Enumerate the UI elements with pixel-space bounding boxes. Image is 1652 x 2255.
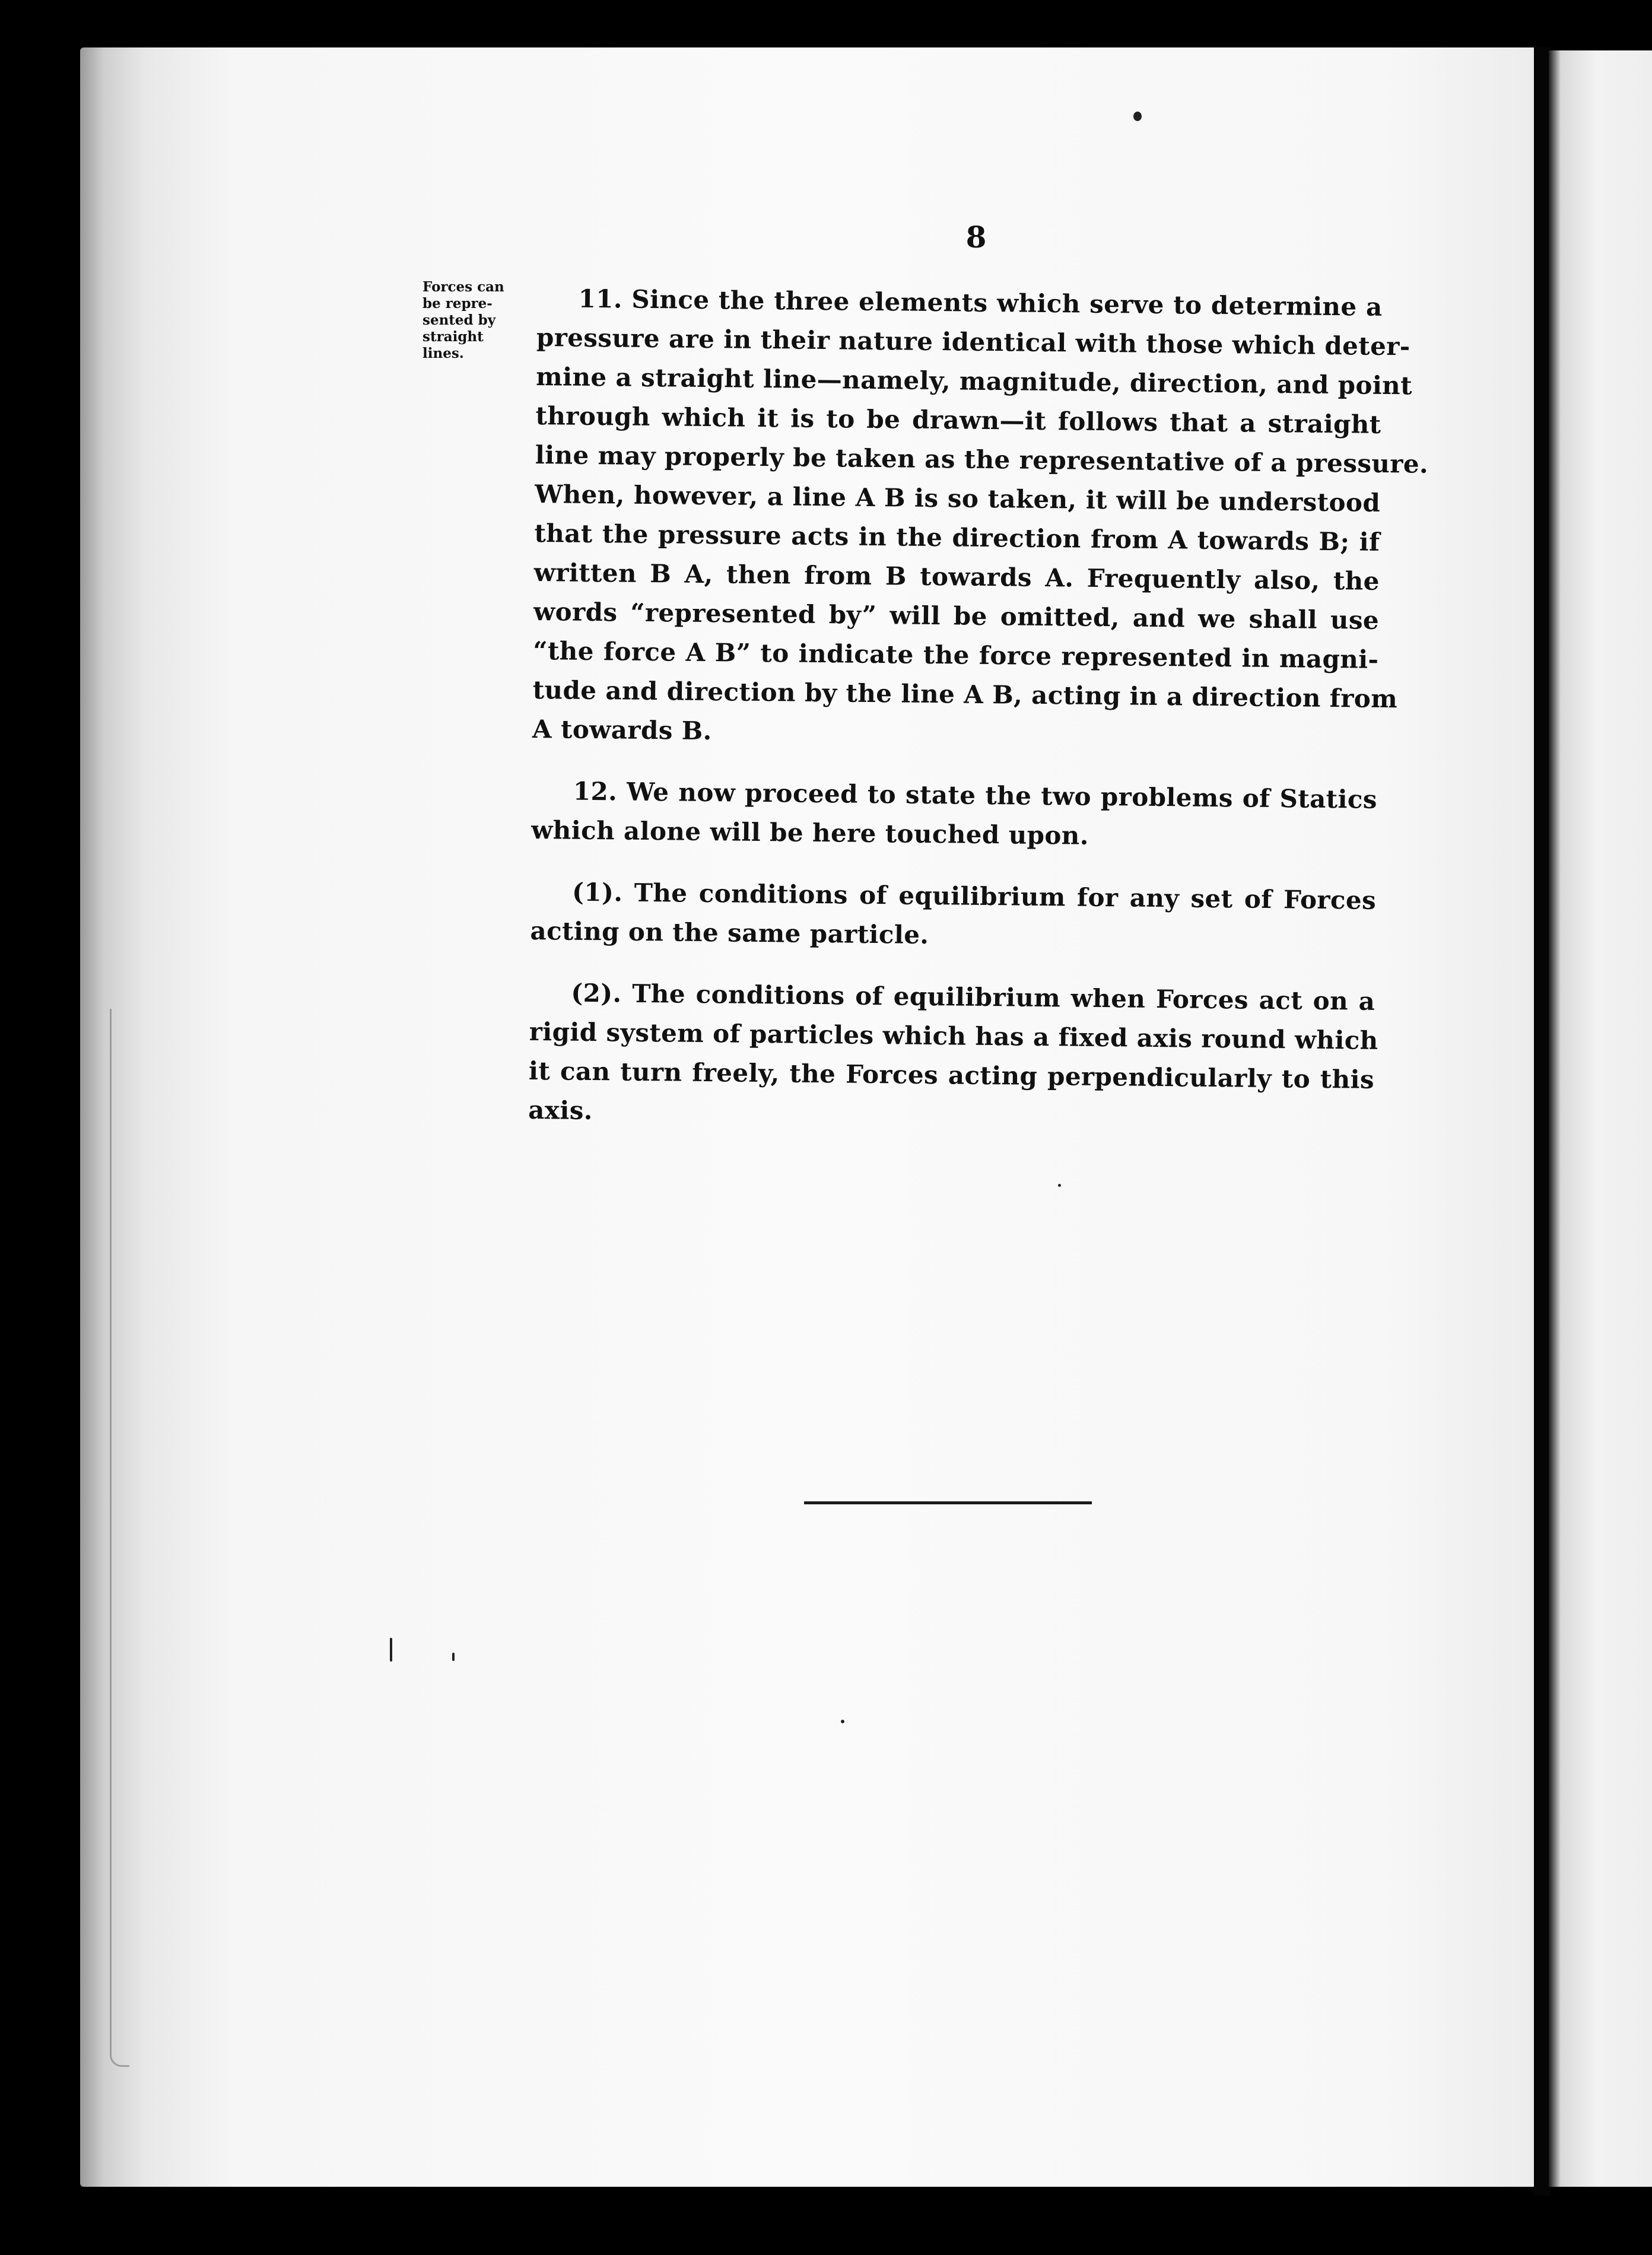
section-end-rule bbox=[804, 1501, 1092, 1504]
ink-speck bbox=[841, 1720, 844, 1723]
ink-speck bbox=[1058, 1184, 1061, 1187]
margin-note-line: straight bbox=[422, 329, 484, 345]
text-line: axis. bbox=[528, 1095, 593, 1126]
page-fold-shadow bbox=[110, 1009, 129, 2067]
page-number: 8 bbox=[965, 220, 987, 255]
list-item-2 bbox=[528, 973, 1378, 1139]
margin-note bbox=[422, 279, 541, 362]
ink-speck bbox=[390, 1638, 392, 1662]
text-line: line may properly be taken as the representative of a pressure. bbox=[535, 440, 1429, 479]
gutter-shadow bbox=[1534, 47, 1551, 2196]
text-line: (1). The conditions of equilibrium for any set of Forces bbox=[571, 877, 1377, 915]
ink-speck bbox=[452, 1653, 455, 1661]
paragraph-11 bbox=[532, 279, 1429, 758]
text-line: A towards B. bbox=[532, 714, 712, 746]
text-line: “the force A B” to indicate the force represented in magni- bbox=[533, 636, 1379, 674]
margin-note-line: Forces can bbox=[422, 279, 504, 295]
text-line: words “represented by” will be omitted, and we shall use bbox=[533, 596, 1380, 635]
ink-speck bbox=[1133, 112, 1142, 121]
text-line: that the pressure acts in the direction from A towards B; if bbox=[534, 518, 1380, 557]
text-line: it can turn freely, the Forces acting perpendicularly to this bbox=[528, 1056, 1375, 1094]
text-line: through which it is to be drawn—it follows that a straight bbox=[535, 401, 1381, 439]
margin-note-line: lines. bbox=[422, 345, 464, 361]
body-text bbox=[528, 279, 1429, 1139]
text-line: written B A, then from B towards A. Frequently also, the bbox=[533, 557, 1380, 596]
text-line: mine a straight line—namely, magnitude, direction, and point bbox=[536, 361, 1413, 401]
text-line: 12. We now proceed to state the two problems of Statics bbox=[573, 776, 1378, 814]
text-line: (2). The conditions of equilibrium when Forces act on a bbox=[571, 978, 1375, 1016]
margin-note-line: be repre- bbox=[422, 296, 493, 312]
text-line: When, however, a line A B is so taken, it will be understood bbox=[534, 479, 1381, 517]
margin-note-line: sented by bbox=[422, 312, 496, 328]
text-line: 11. Since the three elements which serve to determine a bbox=[578, 284, 1383, 322]
text-line: acting on the same particle. bbox=[530, 916, 929, 949]
text-line: tude and direction by the line A B, acting in a direction from bbox=[532, 675, 1398, 714]
facing-page-edge bbox=[1549, 50, 1652, 2187]
list-item-1 bbox=[530, 872, 1376, 960]
paragraph-12 bbox=[531, 771, 1377, 859]
text-line: pressure are in their nature identical with those which deter- bbox=[536, 322, 1410, 361]
text-line: rigid system of particles which has a fixed axis round which bbox=[529, 1017, 1378, 1055]
text-line: which alone will be here touched upon. bbox=[531, 815, 1089, 850]
